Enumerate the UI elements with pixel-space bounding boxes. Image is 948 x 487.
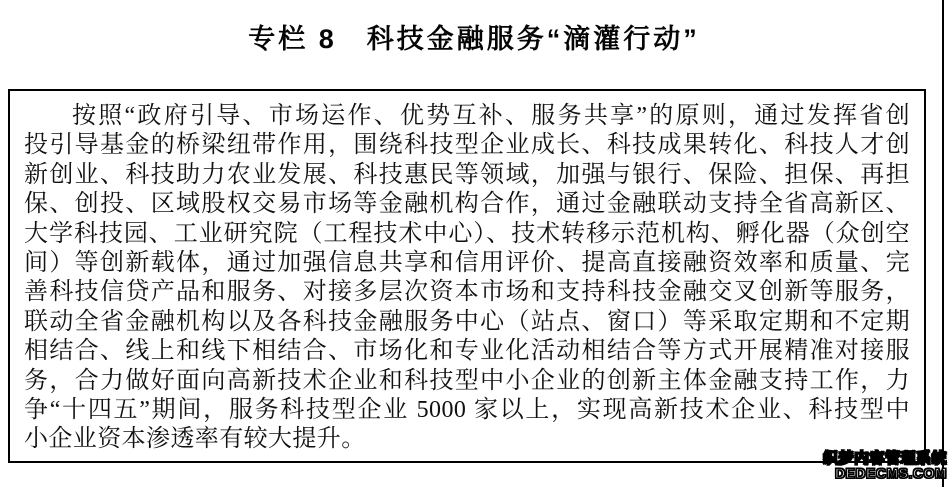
page-title: 专栏 8 科技金融服务“滴灌行动” xyxy=(248,24,700,54)
paragraph-line: 小企业资本渗透率有较大提升。 xyxy=(24,426,366,453)
paragraph-line: 新创业、科技助力农业发展、科技惠民等领域，加强与银行、保险、担保、再担 xyxy=(24,161,910,188)
paragraph-line: 大学科技园、工业研究院（工程技术中心）、技术转移示范机构、孵化器（众创空 xyxy=(24,220,910,247)
cms-watermark xyxy=(823,451,947,481)
paragraph-line: 投引导基金的桥梁纽带作用，围绕科技型企业成长、科技成果转化、科技人才创 xyxy=(24,132,910,159)
paragraph-line: 联动全省金融机构以及各科技金融服务中心（站点、窗口）等采取定期和不定期 xyxy=(24,308,910,335)
paragraph-line: 善科技信贷产品和服务、对接多层次资本市场和支持科技金融交叉创新等服务， xyxy=(24,279,910,306)
paragraph-line: 保、创投、区域股权交易市场等金融机构合作，通过金融联动支持全省高新区、 xyxy=(24,191,910,218)
paragraph-line: 务，合力做好面向高新技术企业和科技型中小企业的创新主体金融支持工作，力 xyxy=(24,367,910,394)
watermark-text-cn: 织梦内容管理系统 xyxy=(822,449,947,467)
paragraph-line: 争“十四五”期间，服务科技型企业 5000 家以上，实现高新技术企业、科技型中 xyxy=(24,396,910,423)
text-box xyxy=(8,89,926,463)
paragraph-line: 间）等创新载体，通过加强信息共享和信用评价、提高直接融资效率和质量、完 xyxy=(24,249,910,276)
paragraph-line: 相结合、线上和线下相结合、市场化和专业化活动相结合等方式开展精准对接服 xyxy=(24,338,910,365)
page-edge-rule xyxy=(942,0,944,487)
watermark-text-domain: DEDECMS.COM xyxy=(834,465,947,482)
paragraph-line: 按照“政府引导、市场运作、优势互补、服务共享”的原则，通过发挥省创 xyxy=(72,103,910,129)
